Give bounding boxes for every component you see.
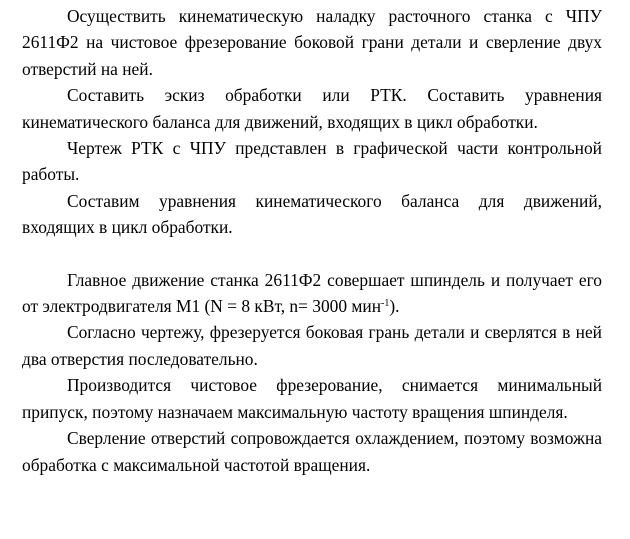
main-motion-text-end: ). xyxy=(389,296,400,317)
main-motion-text: Главное движение станка 2611Ф2 совершает шпиндель и получает его от электродвигателя М1 (N = 8 кВт, n= 3000 мин xyxy=(22,269,602,317)
unit-exponent: -1 xyxy=(381,298,390,310)
body-paragraph: Сверление отверстий сопровождается охлаждением, поэтому возможна обработка с максимальной частотой вращения. xyxy=(22,428,602,475)
intro-paragraph: Составим уравнения кинематического баланса для движений, входящих в цикл обработки. xyxy=(22,190,602,238)
main-motion-paragraph xyxy=(22,267,602,320)
blank-line xyxy=(22,241,602,267)
drawing-note-paragraph: Чертеж РТК с ЧПУ представлен в графической части контрольной работы. xyxy=(22,138,602,185)
document-body xyxy=(22,3,602,478)
task-paragraph: Осуществить кинематическую наладку расточного станка с ЧПУ 2611Ф2 на чистовое фрезерование боковой грани детали и сверление двух отверстий на ней. xyxy=(22,6,602,79)
task-paragraph: Составить эскиз обработки или РТК. Составить уравнения кинематического баланса для движений, входящих в цикл обработки. xyxy=(22,85,602,132)
body-paragraph: Производится чистовое фрезерование, снимается минимальный припуск, поэтому назначаем максимальную частоту вращения шпинделя. xyxy=(22,375,602,422)
body-paragraph: Согласно чертежу, фрезеруется боковая грань детали и сверлятся в ней два отверстия последовательно. xyxy=(22,322,602,369)
